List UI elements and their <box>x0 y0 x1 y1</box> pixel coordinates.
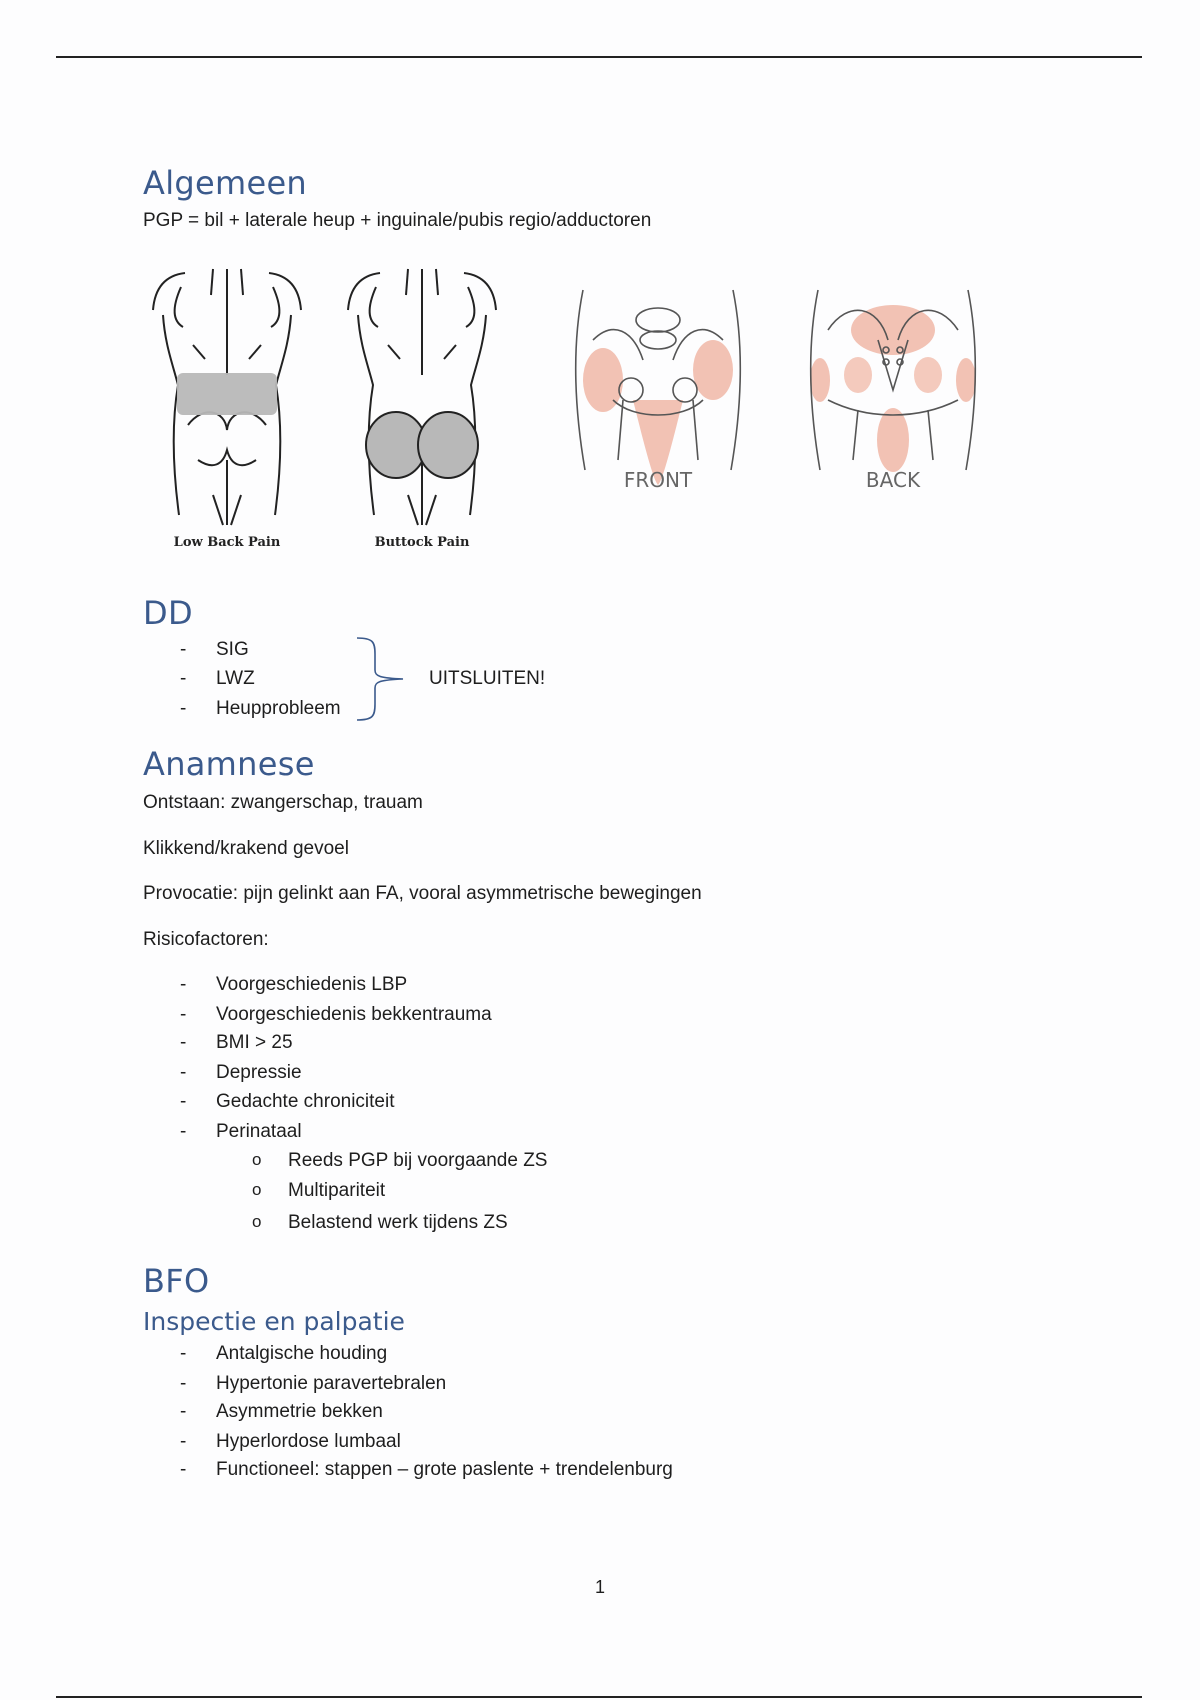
dd-brace-label: UITSLUITEN! <box>429 668 546 689</box>
risk-item-label: BMI > 25 <box>216 1032 293 1053</box>
label-back: BACK <box>865 468 921 492</box>
label-front: FRONT <box>623 468 693 492</box>
anamnese-text-ontstaan: Ontstaan: zwangerschap, trauam <box>143 792 423 813</box>
dd-item-label: LWZ <box>216 668 255 689</box>
list-item: - Depressie <box>180 1062 302 1083</box>
list-item: - Gedachte chroniciteit <box>180 1091 395 1112</box>
risk-item-label: Depressie <box>216 1062 302 1083</box>
list-item: - Voorgeschiedenis LBP <box>180 974 408 995</box>
brace-icon <box>355 636 405 722</box>
bfo-item-label: Asymmetrie bekken <box>216 1401 383 1422</box>
list-item: - Perinataal <box>180 1121 302 1142</box>
sub-list-item: o Multipariteit <box>252 1180 386 1201</box>
risk-item-label: Voorgeschiedenis LBP <box>216 974 408 995</box>
torso-buttock-figure <box>348 269 496 525</box>
pelvis-back-figure <box>810 290 976 472</box>
label-buttock-pain: Buttock Pain <box>374 535 470 550</box>
anamnese-text-provocatie: Provocatie: pijn gelinkt aan FA, vooral asymmetrische bewegingen <box>143 883 702 904</box>
list-item: - Asymmetrie bekken <box>180 1401 383 1422</box>
list-item: - Functioneel: stappen – grote paslente + trendelenburg <box>180 1459 673 1480</box>
anamnese-text-risicofactoren: Risicofactoren: <box>143 929 269 950</box>
sub-list-item: o Reeds PGP bij voorgaande ZS <box>252 1150 548 1171</box>
heading-bfo: BFO <box>143 1262 210 1300</box>
bfo-item-label: Antalgische houding <box>216 1343 388 1364</box>
heading-inspectie-palpatie: Inspectie en palpatie <box>143 1307 405 1336</box>
low-back-pain-region <box>177 373 277 415</box>
page-number: 1 <box>594 1577 605 1597</box>
risk-subitem-label: Belastend werk tijdens ZS <box>288 1212 508 1233</box>
algemeen-text: PGP = bil + laterale heup + inguinale/pubis regio/adductoren <box>143 210 652 231</box>
dd-item-label: Heupprobleem <box>216 698 341 719</box>
risk-item-label: Voorgeschiedenis bekkentrauma <box>216 1004 492 1025</box>
risk-item-label: Gedachte chroniciteit <box>216 1091 395 1112</box>
list-item: - Voorgeschiedenis bekkentrauma <box>180 1004 492 1025</box>
heading-dd: DD <box>143 594 193 632</box>
list-item: - Heupprobleem <box>180 698 341 719</box>
pain-regions-figure <box>143 255 1013 560</box>
label-low-back-pain: Low Back Pain <box>173 535 281 550</box>
risk-item-label: Perinataal <box>216 1121 302 1142</box>
list-item: - LWZ <box>180 668 255 689</box>
buttock-pain-region-right <box>418 412 478 478</box>
bfo-item-label: Hypertonie paravertebralen <box>216 1373 447 1394</box>
sub-list-item: o Belastend werk tijdens ZS <box>252 1212 508 1233</box>
list-item: - Antalgische houding <box>180 1343 388 1364</box>
bfo-item-label: Functioneel: stappen – grote paslente + trendelenburg <box>216 1459 673 1480</box>
bfo-item-label: Hyperlordose lumbaal <box>216 1431 401 1452</box>
list-item: - Hyperlordose lumbaal <box>180 1431 401 1452</box>
dd-item-label: SIG <box>216 639 249 660</box>
heading-anamnese: Anamnese <box>143 745 315 783</box>
heading-algemeen: Algemeen <box>143 164 308 202</box>
list-item: - Hypertonie paravertebralen <box>180 1373 447 1394</box>
pelvis-front-figure <box>576 290 741 485</box>
list-item: - SIG <box>180 639 249 660</box>
list-item: - BMI > 25 <box>180 1032 293 1053</box>
risk-subitem-label: Reeds PGP bij voorgaande ZS <box>288 1150 548 1171</box>
header-rule <box>56 56 1142 58</box>
risk-subitem-label: Multipariteit <box>288 1180 386 1201</box>
footer-rule <box>56 1696 1142 1698</box>
anamnese-text-klikkend: Klikkend/krakend gevoel <box>143 838 349 859</box>
